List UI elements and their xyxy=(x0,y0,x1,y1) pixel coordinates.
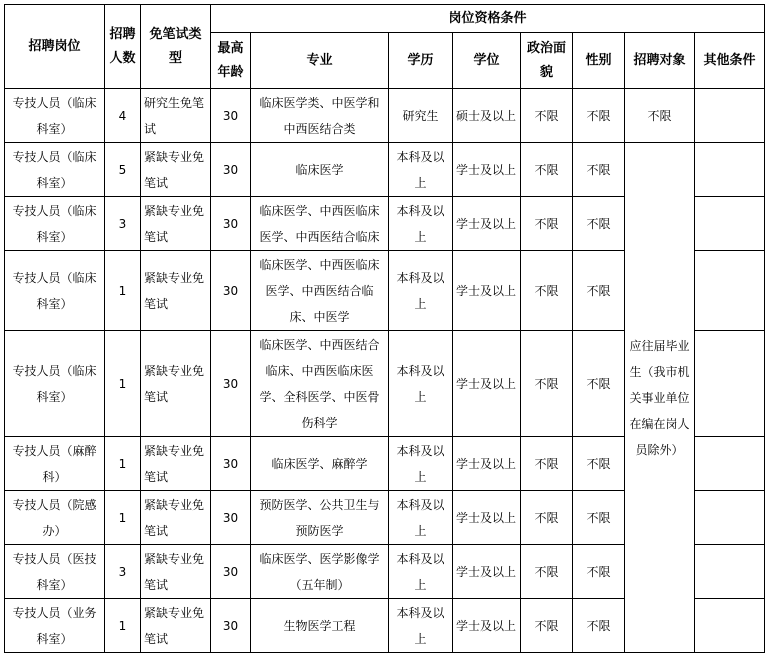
cell-exam: 紧缺专业免笔试 xyxy=(141,599,211,653)
cell-count: 1 xyxy=(105,491,141,545)
cell-exam: 紧缺专业免笔试 xyxy=(141,331,211,437)
cell-education: 本科及以上 xyxy=(389,251,453,331)
cell-age: 30 xyxy=(211,331,251,437)
header-qualifications: 岗位资格条件 xyxy=(211,5,765,33)
cell-count: 5 xyxy=(105,143,141,197)
cell-count: 4 xyxy=(105,89,141,143)
header-gender: 性别 xyxy=(573,33,625,89)
cell-count: 1 xyxy=(105,251,141,331)
cell-political: 不限 xyxy=(521,491,573,545)
cell-education: 本科及以上 xyxy=(389,491,453,545)
cell-position: 专技人员（医技科室） xyxy=(5,545,105,599)
cell-gender: 不限 xyxy=(573,197,625,251)
cell-political: 不限 xyxy=(521,143,573,197)
cell-education: 本科及以上 xyxy=(389,143,453,197)
cell-other xyxy=(695,251,765,331)
cell-age: 30 xyxy=(211,545,251,599)
header-other: 其他条件 xyxy=(695,33,765,89)
cell-count: 1 xyxy=(105,599,141,653)
header-target: 招聘对象 xyxy=(625,33,695,89)
cell-degree: 学士及以上 xyxy=(453,491,521,545)
cell-target-merged: 应往届毕业生（我市机关事业单位在编在岗人员除外） xyxy=(625,143,695,653)
cell-position: 专技人员（业务科室） xyxy=(5,599,105,653)
header-count: 招聘人数 xyxy=(105,5,141,89)
cell-other xyxy=(695,545,765,599)
cell-count: 3 xyxy=(105,545,141,599)
cell-count: 1 xyxy=(105,331,141,437)
cell-age: 30 xyxy=(211,491,251,545)
cell-position: 专技人员（临床科室） xyxy=(5,251,105,331)
cell-other xyxy=(695,437,765,491)
cell-age: 30 xyxy=(211,599,251,653)
cell-age: 30 xyxy=(211,251,251,331)
header-age: 最高年龄 xyxy=(211,33,251,89)
cell-major: 临床医学 xyxy=(251,143,389,197)
cell-gender: 不限 xyxy=(573,251,625,331)
cell-political: 不限 xyxy=(521,545,573,599)
cell-education: 本科及以上 xyxy=(389,197,453,251)
cell-political: 不限 xyxy=(521,251,573,331)
cell-gender: 不限 xyxy=(573,599,625,653)
cell-gender: 不限 xyxy=(573,491,625,545)
cell-position: 专技人员（临床科室） xyxy=(5,197,105,251)
header-political: 政治面貌 xyxy=(521,33,573,89)
header-position: 招聘岗位 xyxy=(5,5,105,89)
cell-major: 临床医学、麻醉学 xyxy=(251,437,389,491)
cell-education: 本科及以上 xyxy=(389,437,453,491)
cell-major: 临床医学、中西医临床医学、中西医结合临床 xyxy=(251,197,389,251)
cell-other xyxy=(695,491,765,545)
cell-other xyxy=(695,197,765,251)
cell-political: 不限 xyxy=(521,437,573,491)
cell-degree: 学士及以上 xyxy=(453,251,521,331)
header-major: 专业 xyxy=(251,33,389,89)
cell-exam: 紧缺专业免笔试 xyxy=(141,437,211,491)
cell-exam: 紧缺专业免笔试 xyxy=(141,251,211,331)
cell-exam: 研究生免笔试 xyxy=(141,89,211,143)
cell-age: 30 xyxy=(211,437,251,491)
cell-count: 1 xyxy=(105,437,141,491)
cell-education: 本科及以上 xyxy=(389,545,453,599)
cell-degree: 学士及以上 xyxy=(453,545,521,599)
cell-target: 不限 xyxy=(625,89,695,143)
cell-gender: 不限 xyxy=(573,437,625,491)
cell-exam: 紧缺专业免笔试 xyxy=(141,491,211,545)
cell-gender: 不限 xyxy=(573,89,625,143)
cell-position: 专技人员（临床科室） xyxy=(5,89,105,143)
cell-political: 不限 xyxy=(521,331,573,437)
cell-education: 本科及以上 xyxy=(389,599,453,653)
cell-education: 本科及以上 xyxy=(389,331,453,437)
header-education: 学历 xyxy=(389,33,453,89)
cell-degree: 学士及以上 xyxy=(453,331,521,437)
cell-major: 预防医学、公共卫生与预防医学 xyxy=(251,491,389,545)
cell-degree: 学士及以上 xyxy=(453,437,521,491)
header-degree: 学位 xyxy=(453,33,521,89)
header-exam-type: 免笔试类型 xyxy=(141,5,211,89)
cell-age: 30 xyxy=(211,143,251,197)
cell-degree: 硕士及以上 xyxy=(453,89,521,143)
cell-major: 生物医学工程 xyxy=(251,599,389,653)
table-row xyxy=(5,89,765,143)
cell-exam: 紧缺专业免笔试 xyxy=(141,545,211,599)
cell-position: 专技人员（麻醉科） xyxy=(5,437,105,491)
cell-other xyxy=(695,331,765,437)
cell-major: 临床医学、医学影像学（五年制） xyxy=(251,545,389,599)
cell-degree: 学士及以上 xyxy=(453,599,521,653)
cell-major: 临床医学类、中医学和中西医结合类 xyxy=(251,89,389,143)
cell-position: 专技人员（临床科室） xyxy=(5,331,105,437)
cell-major: 临床医学、中西医结合临床、中西医临床医学、全科医学、中医骨伤科学 xyxy=(251,331,389,437)
cell-political: 不限 xyxy=(521,197,573,251)
cell-position: 专技人员（临床科室） xyxy=(5,143,105,197)
cell-other xyxy=(695,599,765,653)
cell-gender: 不限 xyxy=(573,331,625,437)
table-row xyxy=(5,143,765,197)
cell-age: 30 xyxy=(211,89,251,143)
cell-other xyxy=(695,89,765,143)
cell-count: 3 xyxy=(105,197,141,251)
cell-exam: 紧缺专业免笔试 xyxy=(141,143,211,197)
cell-gender: 不限 xyxy=(573,143,625,197)
cell-political: 不限 xyxy=(521,89,573,143)
cell-political: 不限 xyxy=(521,599,573,653)
cell-exam: 紧缺专业免笔试 xyxy=(141,197,211,251)
recruitment-table xyxy=(4,4,765,653)
cell-education: 研究生 xyxy=(389,89,453,143)
cell-age: 30 xyxy=(211,197,251,251)
cell-degree: 学士及以上 xyxy=(453,197,521,251)
cell-position: 专技人员（院感办） xyxy=(5,491,105,545)
cell-gender: 不限 xyxy=(573,545,625,599)
cell-major: 临床医学、中西医临床医学、中西医结合临床、中医学 xyxy=(251,251,389,331)
cell-other xyxy=(695,143,765,197)
cell-degree: 学士及以上 xyxy=(453,143,521,197)
